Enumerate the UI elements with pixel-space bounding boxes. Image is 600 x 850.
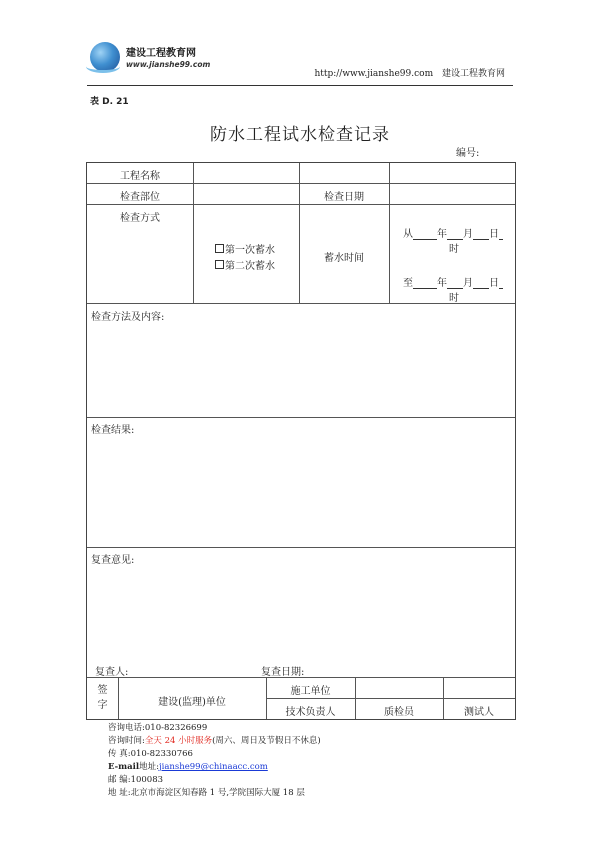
site-name: 建设工程教育网 (441, 69, 505, 79)
review-opinion-label: 复查意见: (91, 555, 135, 566)
hours-highlight: 全天 24 小时服务 (144, 736, 213, 746)
footer-email (108, 760, 268, 772)
tester-label: 测试人 (464, 707, 494, 718)
col-line (299, 163, 300, 303)
fax-value: 010-82330766 (130, 749, 193, 759)
method-content-field[interactable] (89, 321, 513, 415)
inspect-part-label: 检查部位 (120, 192, 160, 203)
method-content-label: 检查方法及内容: (91, 312, 165, 323)
row-line (266, 698, 515, 699)
inspect-date-label: 检查日期 (324, 192, 364, 203)
fax-label: 传 真: (108, 749, 131, 759)
inspect-date-field[interactable] (390, 185, 514, 203)
col-line (389, 163, 390, 303)
site-url: http://www.jianshe99.com (314, 69, 434, 79)
footer-zip (108, 773, 163, 785)
zip-value: 100083 (130, 775, 164, 785)
hour-label: 时 (449, 244, 459, 255)
table-number: 表 D. 21 (90, 97, 129, 107)
footer-fax (108, 747, 193, 759)
result-label: 检查结果: (91, 425, 135, 436)
row-line (87, 547, 515, 548)
tech-lead-label: 技术负责人 (285, 707, 336, 718)
footer-hours (108, 734, 321, 746)
email-label: 地址: (139, 762, 159, 772)
checkbox-icon[interactable] (215, 244, 224, 253)
month-label: 月 (463, 229, 473, 240)
review-date-label: 复查日期: (261, 667, 305, 678)
month-label: 月 (463, 278, 473, 289)
hours-label: 咨询时间: (108, 736, 145, 746)
row-line (87, 417, 515, 418)
serial-number-label: 编号: (456, 148, 480, 159)
storage-time-label: 蓄水时间 (324, 253, 364, 264)
footer-phone (108, 721, 207, 733)
sign-label: 签字 (97, 685, 108, 711)
supervision-unit-label: 建设(监理)单位 (158, 697, 226, 708)
hour-label: 时 (449, 293, 459, 304)
from-label: 从 (403, 229, 413, 240)
site-header-text (314, 66, 505, 79)
logo-name: 建设工程教育网 (126, 48, 196, 59)
second-storage-option[interactable] (215, 257, 275, 272)
storage-to-line (403, 274, 503, 289)
hours-note: (周六、周日及节假日不休息) (212, 736, 321, 746)
header-rule (87, 85, 513, 86)
construction-unit-label: 施工单位 (290, 686, 331, 697)
first-storage-label: 第一次蓄水 (225, 245, 275, 256)
storage-from-line (403, 225, 503, 240)
row-line (87, 183, 515, 184)
day-label: 日 (489, 229, 499, 240)
phone-value: 010-82326699 (144, 723, 208, 733)
address-value: 北京市海淀区知春路 1 号,学院国际大厦 18 层 (130, 788, 305, 798)
result-field[interactable] (89, 435, 513, 545)
reviewer-label: 复查人: (95, 667, 129, 678)
email-bold-label: E-mail (108, 762, 140, 772)
phone-label: 咨询电话: (108, 723, 145, 733)
footer-address (108, 786, 305, 798)
year-label: 年 (437, 278, 447, 289)
first-storage-option[interactable] (215, 241, 275, 256)
email-link[interactable]: jianshe99@chinaacc.com (159, 762, 268, 772)
site-logo (90, 42, 210, 82)
second-storage-label: 第二次蓄水 (225, 261, 275, 272)
address-label: 地 址: (108, 788, 131, 798)
inspection-form (86, 162, 516, 720)
inspect-method-label: 检查方式 (120, 213, 160, 224)
qc-inspector-label: 质检员 (384, 707, 414, 718)
page-title: 防水工程试水检查记录 (210, 125, 390, 145)
project-name-field[interactable] (194, 164, 514, 182)
inspect-part-field[interactable] (194, 185, 298, 203)
review-opinion-field[interactable] (89, 565, 513, 659)
swoosh-icon (86, 60, 120, 73)
day-label: 日 (489, 278, 499, 289)
to-label: 至 (403, 278, 413, 289)
zip-label: 邮 编: (108, 775, 131, 785)
logo-url: www.jianshe99.com (126, 60, 211, 69)
checkbox-icon[interactable] (215, 260, 224, 269)
project-name-label: 工程名称 (120, 171, 160, 182)
col-line (193, 163, 194, 303)
row-line (87, 204, 515, 205)
year-label: 年 (437, 229, 447, 240)
